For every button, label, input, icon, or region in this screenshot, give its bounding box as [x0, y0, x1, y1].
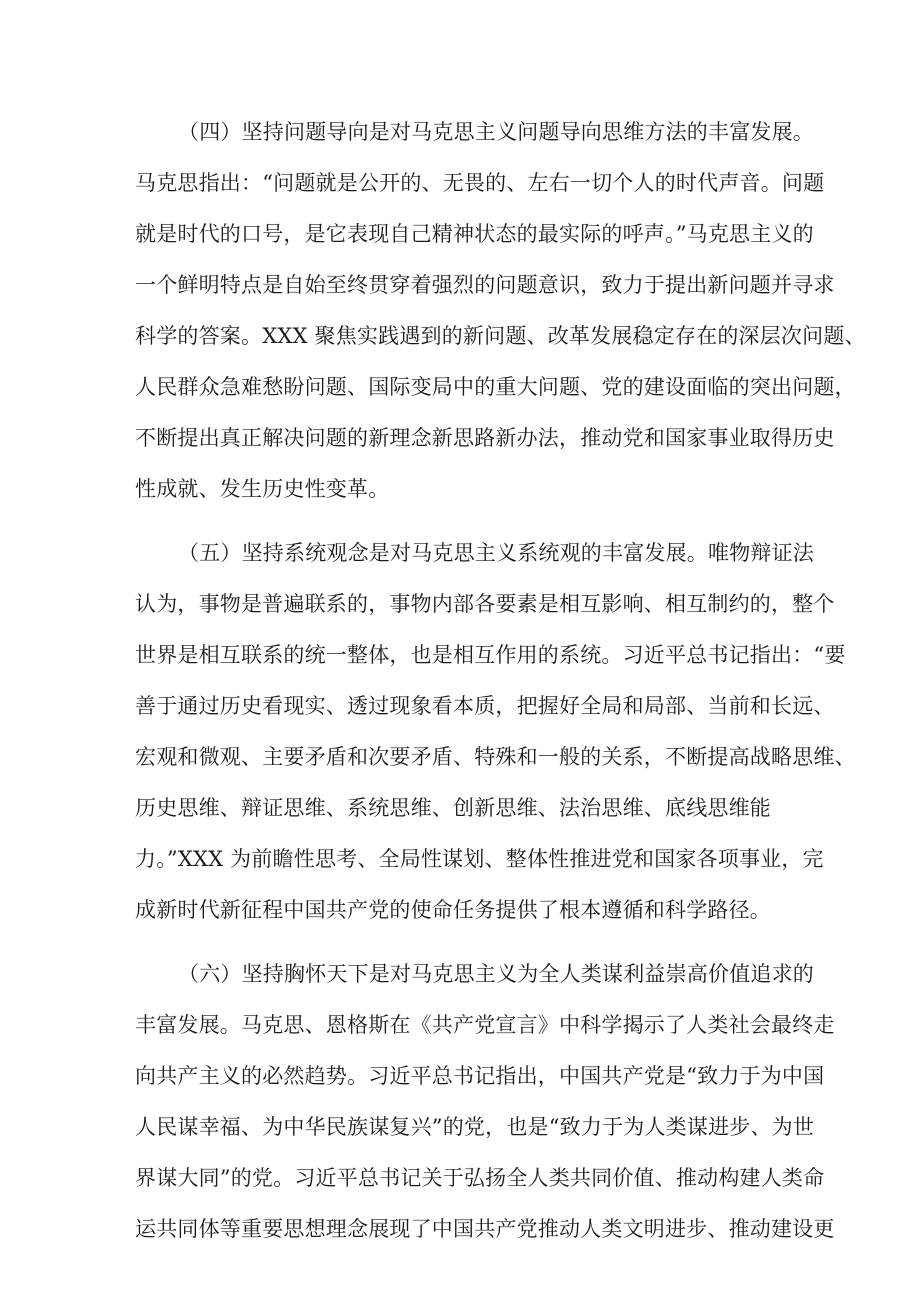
paragraph-line: （四）坚持问题导向是对马克思主义问题导向思维方法的丰富发展。: [178, 120, 814, 144]
paragraph-line: 力。”XXX 为前瞻性思考、全局性谋划、整体性推进党和国家各项事业，完: [135, 847, 824, 871]
paragraph-line: 马克思指出：“问题就是公开的、无畏的、左右一切个人的时代声音。问题: [135, 171, 825, 195]
paragraph-line: 丰富发展。马克思、恩格斯在《共产党宣言》中科学揭示了人类社会最终走: [135, 1013, 835, 1037]
paragraph-line: 世界是相互联系的统一整体，也是相互作用的系统。习近平总书记指出：“要: [135, 643, 846, 667]
paragraph-line: 善于通过历史看现实、透过现象看本质，把握好全局和局部、当前和长远、: [135, 694, 835, 718]
paragraph-line: 科学的答案。XXX 聚焦实践遇到的新问题、改革发展稳定存在的深层次问题、: [135, 324, 866, 348]
paragraph-line: （六）坚持胸怀天下是对马克思主义为全人类谋利益崇高价值追求的: [178, 962, 814, 986]
paragraph-line: 向共产主义的必然趋势。习近平总书记指出，中国共产党是“致力于为中国: [135, 1064, 825, 1088]
paragraph-line: 历史思维、辩证思维、系统思维、创新思维、法治思维、底线思维能: [135, 796, 771, 820]
paragraph-line: 不断提出真正解决问题的新理念新思路新办法，推动党和国家事业取得历史: [135, 426, 835, 450]
paragraph-line: 一个鲜明特点是自始至终贯穿着强烈的问题意识，致力于提出新问题并寻求: [135, 273, 835, 297]
paragraph-line: 性成就、发生历史性变革。: [135, 477, 390, 501]
paragraph-line: 人民群众急难愁盼问题、国际变局中的重大问题、党的建设面临的突出问题，: [135, 375, 856, 399]
paragraph-line: 宏观和微观、主要矛盾和次要矛盾、特殊和一般的关系，不断提高战略思维、: [135, 745, 856, 769]
paragraph-line: （五）坚持系统观念是对马克思主义系统观的丰富发展。唯物辩证法: [178, 541, 814, 565]
paragraph-line: 就是时代的口号，是它表现自己精神状态的最实际的呼声。”马克思主义的: [135, 222, 814, 246]
paragraph-line: 运共同体等重要思想理念展现了中国共产党推动人类文明进步、推动建设更: [135, 1217, 835, 1241]
paragraph-line: 成新时代新征程中国共产党的使命任务提供了根本遵循和科学路径。: [135, 898, 771, 922]
paragraph-line: 人民谋幸福、为中华民族谋复兴”的党，也是“致力于为人类谋进步、为世: [135, 1115, 815, 1139]
paragraph-line: 界谋大同”的党。习近平总书记关于弘扬全人类共同价值、推动构建人类命: [135, 1166, 825, 1190]
paragraph-line: 认为，事物是普遍联系的，事物内部各要素是相互影响、相互制约的，整个: [135, 592, 835, 616]
